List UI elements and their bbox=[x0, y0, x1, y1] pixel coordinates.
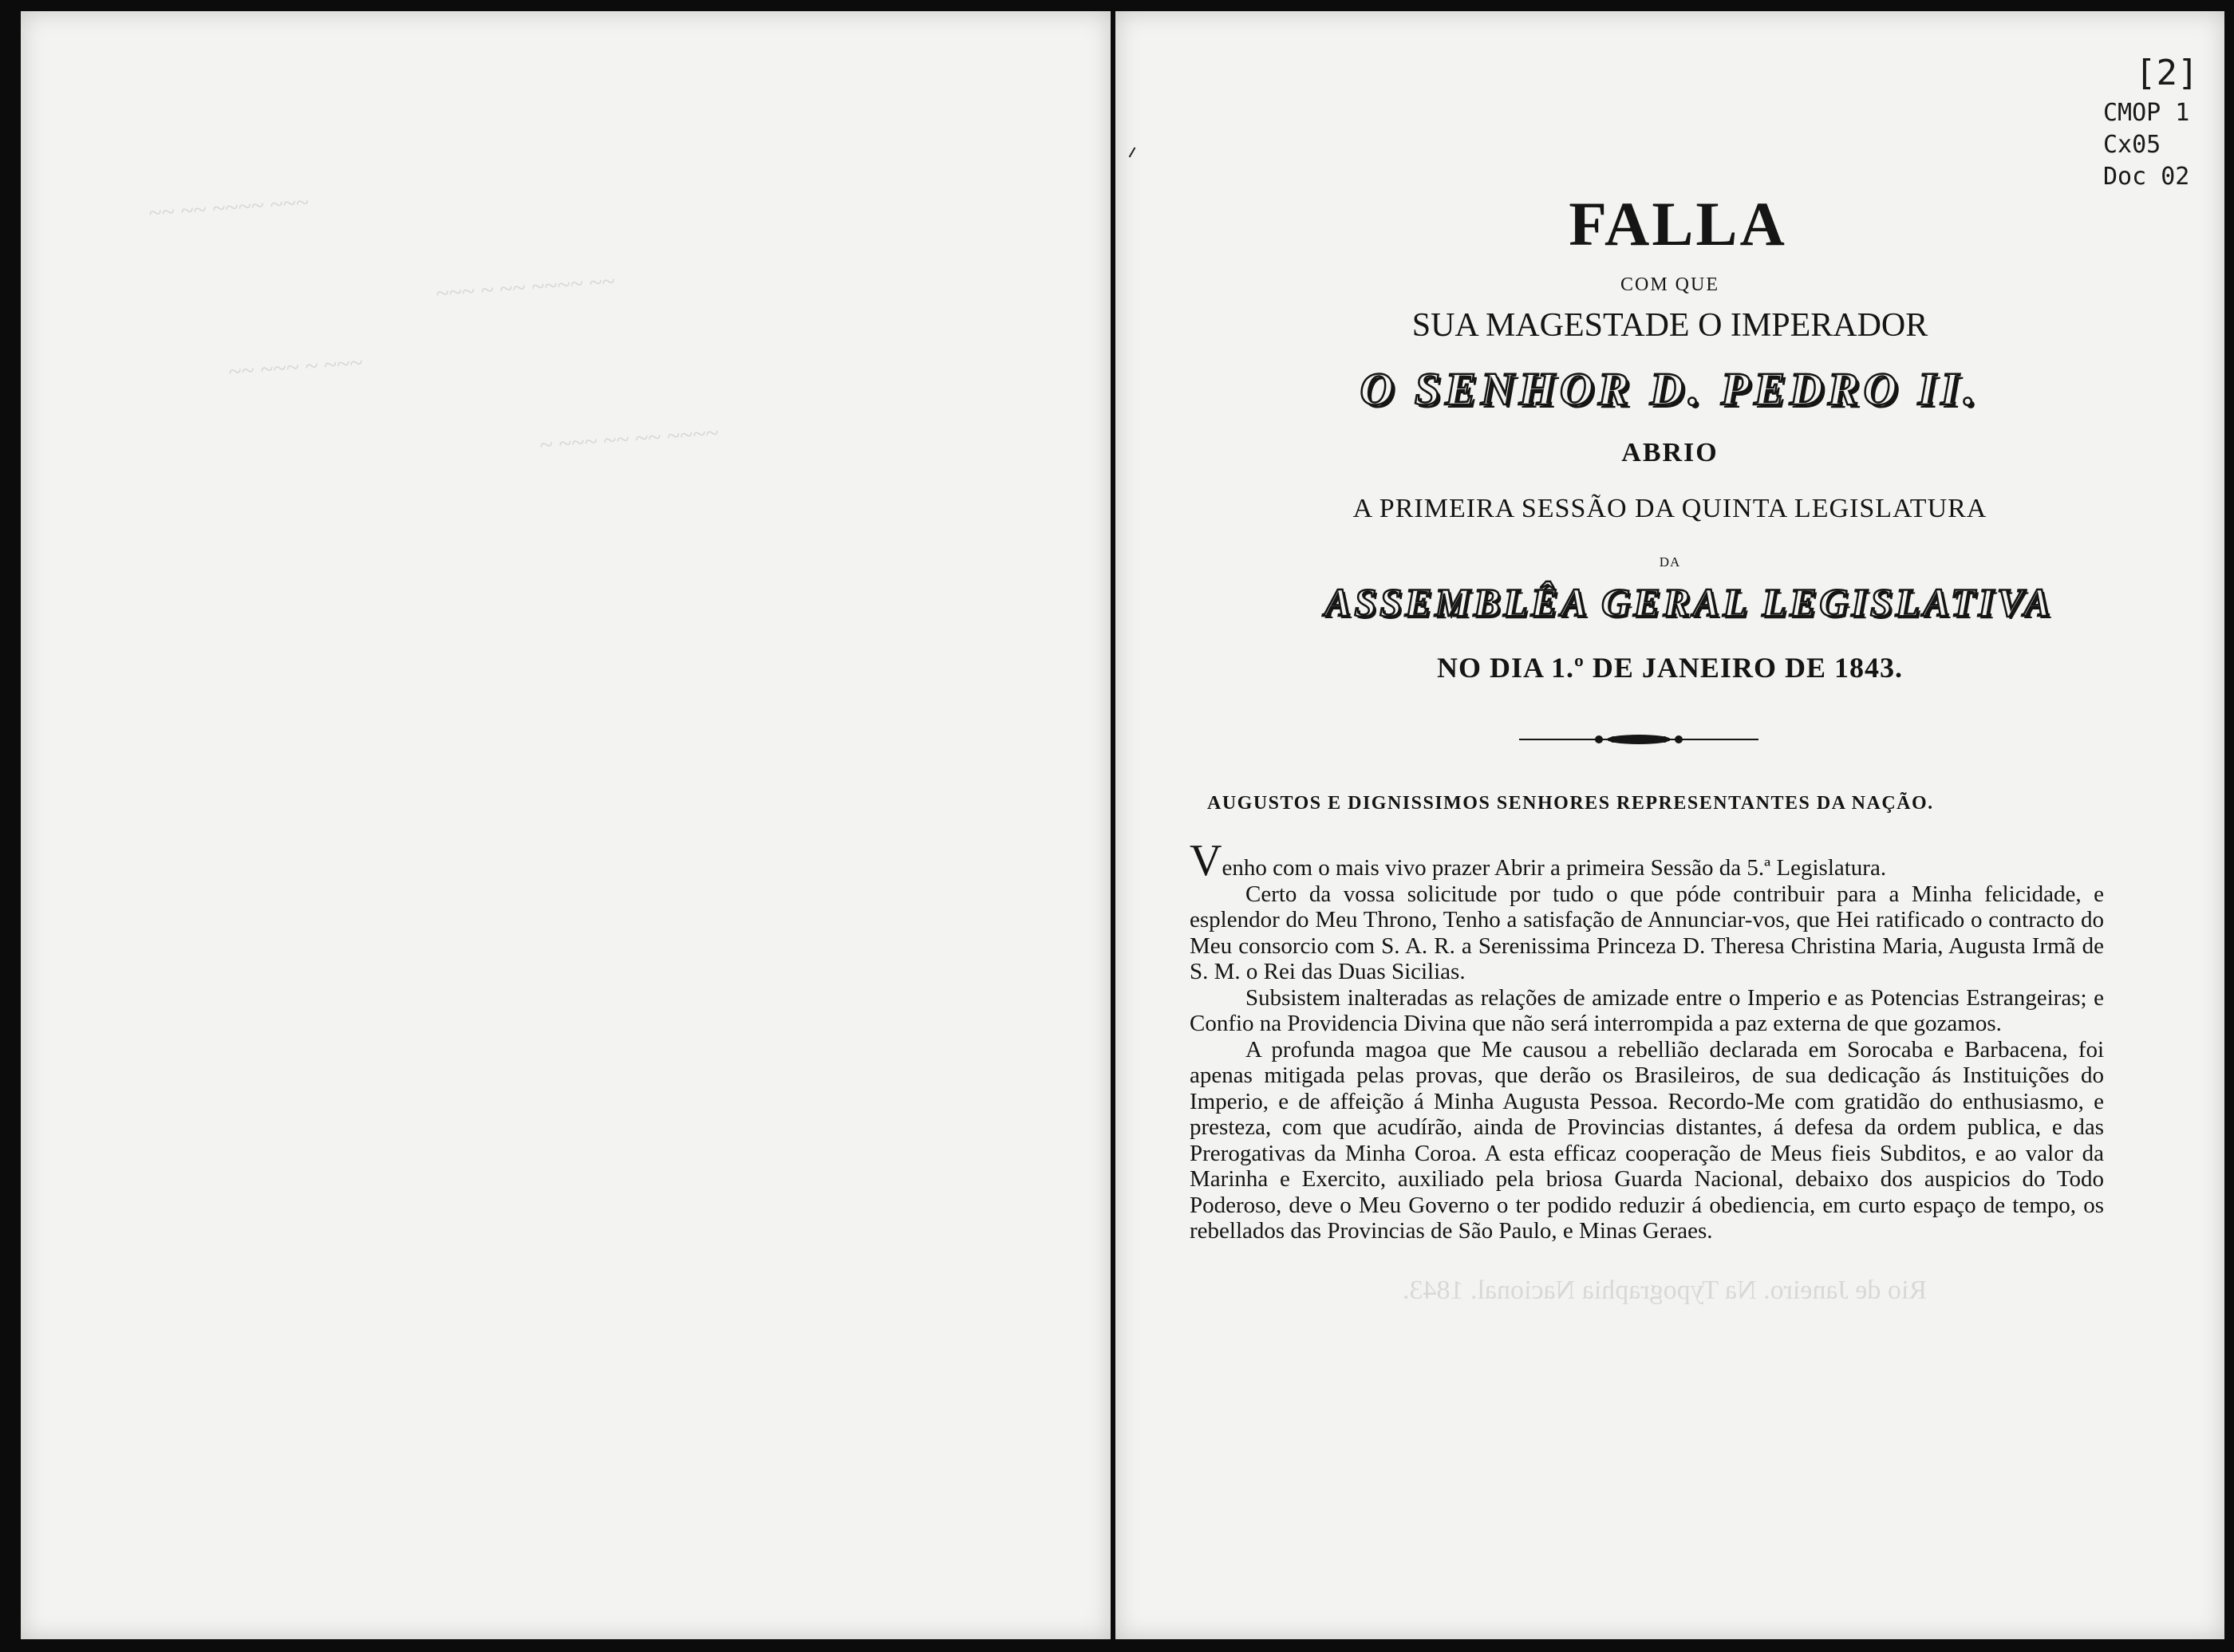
left-page bbox=[21, 11, 1111, 1639]
title-com-que: COM QUE bbox=[1620, 274, 1719, 295]
speech-body bbox=[1190, 836, 2104, 1244]
title-emperor-name: O SENHOR D. PEDRO II. bbox=[1360, 363, 1980, 415]
title-da: DA bbox=[1659, 554, 1681, 570]
paragraph-opening-text: enho com o mais vivo prazer Abrir a primeira Sessão da 5.ª Legislatura. bbox=[1222, 855, 1887, 881]
show-through-text: Rio de Janeiro. Na Typographia Nacional. 1843. bbox=[1403, 1275, 1927, 1305]
archive-box: Cx05 bbox=[2103, 131, 2161, 159]
bleed-through-mark: ~ ~~~ ~~ ~~ ~~~~ bbox=[539, 420, 720, 459]
bleed-through-mark: ~~ ~~~ ~ ~~~ bbox=[227, 349, 364, 385]
title-assembly: ASSEMBLÊA GERAL LEGISLATIVA bbox=[1324, 580, 2054, 625]
title-session: A PRIMEIRA SESSÃO DA QUINTA LEGISLATURA bbox=[1352, 494, 1987, 523]
right-page bbox=[1115, 11, 2224, 1639]
drop-cap: V bbox=[1190, 836, 1222, 885]
title-majestade: SUA MAGESTADE O IMPERADOR bbox=[1411, 307, 1928, 344]
archive-page-number: [2] bbox=[2135, 53, 2199, 93]
ornament-divider bbox=[1519, 727, 1758, 751]
document-title: FALLA bbox=[1569, 189, 1787, 258]
archive-collection: CMOP 1 bbox=[2103, 99, 2190, 127]
bleed-through-mark: ~~~ ~ ~~ ~~~~ ~~ bbox=[435, 268, 616, 307]
paragraph-marriage: Certo da vossa solicitude por tudo o que póde contribuir para a Minha felicidade, e esplendor do Meu Throno, Tenho a satisfação de Annunciar-vos, que Hei ratificado o contracto do Meu consorcio com S. A. R. a Serenissima Princeza D. Theresa Christina Maria, Augusta Irmã de S. M. o Rei das Duas Sicilias. bbox=[1190, 881, 2104, 984]
page-mark bbox=[1129, 147, 1136, 157]
title-date: NO DIA 1.º DE JANEIRO DE 1843. bbox=[1437, 652, 1903, 684]
archive-doc: Doc 02 bbox=[2103, 163, 2190, 191]
address-heading: AUGUSTOS E DIGNISSIMOS SENHORES REPRESENTANTES DA NAÇÃO. bbox=[1207, 793, 1934, 814]
bleed-through-mark: ~~ ~~ ~~~~ ~~~ bbox=[148, 189, 310, 227]
paragraph-opening bbox=[1190, 836, 2104, 885]
title-abrio: ABRIO bbox=[1621, 438, 1719, 467]
paragraph-rebellion: A profunda magoa que Me causou a rebellião declarada em Sorocaba e Barbacena, foi apenas mitigada pelas provas, que derão os Brasileiros, de sua dedicação ás Instituições do Imperio, e de affeição á Minha Augusta Pessoa. Recordo-Me com gratidão do enthusiasmo, e presteza, com que acudírão, ainda de Provincias distantes, á defesa da ordem publica, e das Prerogativas da Minha Coroa. A esta efficaz cooperação de Meus fieis Subditos, e ao valor da Marinha e Exercito, auxiliado pela briosa Guarda Nacional, debaixo dos auspicios do Todo Poderoso, deve o Meu Governo o ter podido reduzir á obediencia, em curto espaço de tempo, os rebellados das Provincias de São Paulo, e Minas Geraes. bbox=[1190, 1036, 2104, 1244]
archive-annotation bbox=[2103, 49, 2207, 193]
paragraph-foreign-relations: Subsistem inalteradas as relações de amizade entre o Imperio e as Potencias Estrangeiras; e Confio na Providencia Divina que não será interrompida a paz externa de que gozamos. bbox=[1190, 984, 2104, 1036]
